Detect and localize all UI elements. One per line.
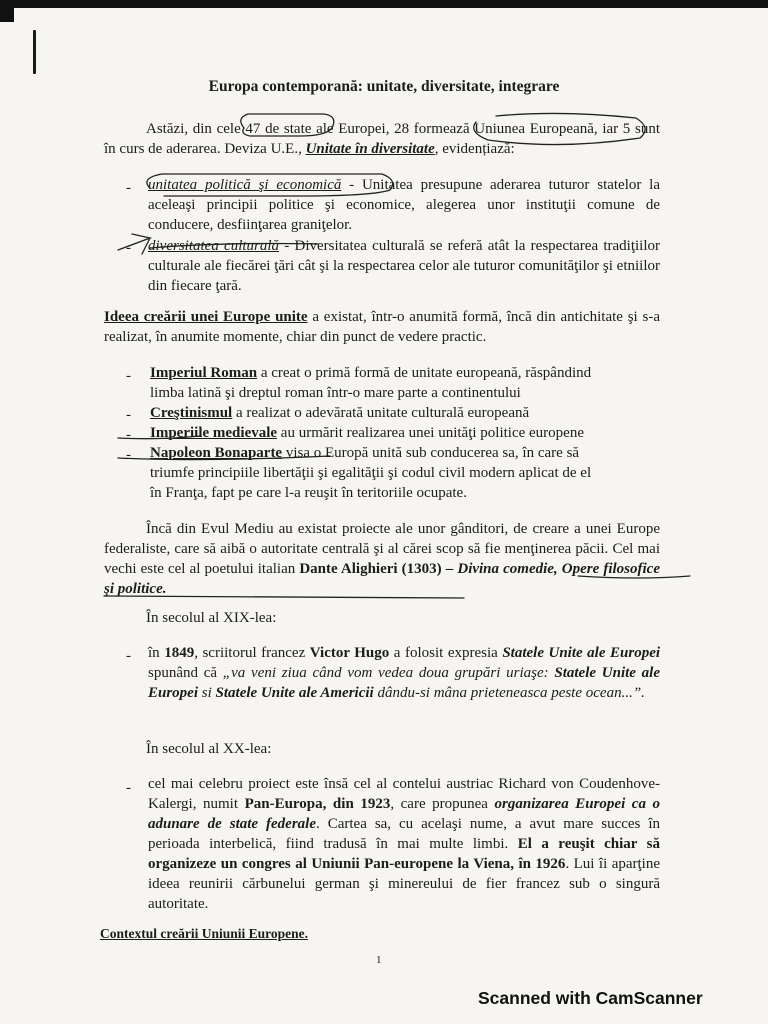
idea-paragraph: Ideea creării unei Europe unite a existat, într-o anumită formă, încă din antichitate şi s-a realizat, în anumite momente, chiar din punct de vedere practic. [104,309,660,345]
item-medieval-empires: Imperiile medievale au urmărit realizarea unei unităţi politice europene [150,425,584,441]
bullet-dash: - [126,427,131,443]
ink-swash-cultural [150,244,318,249]
term-roman-empire: Imperiul Roman [150,365,258,381]
dante-works: Divina comedie, Opere filosofice şi politice. [104,561,660,597]
term-medieval-empires: Imperiile medievale [150,425,278,441]
term-political-unity: unitatea politică şi economică [148,177,342,193]
camscanner-watermark: Scanned with CamScanner [478,988,703,1008]
idea-heading: Ideea creării unei Europe unite [104,309,308,325]
bullet-dash: - [126,447,131,463]
bullet-dash: - [126,180,131,196]
pan-europa-name: Pan-Europa, din 1923 [244,796,391,812]
eu-motto: Unitate în diversitate [305,141,435,157]
bullet-dash: - [126,368,131,384]
item-roman-empire: Imperiul Roman a creat o primă formă de unitate europeană, răspândind [150,365,592,381]
item-napoleon-cont: triumfe principiile libertăţii şi egalităţii şi codul civil modern aplicat de el [150,465,592,481]
ink-circle-political [147,174,393,196]
ink-circle-motto [474,113,645,144]
ink-dante-line [578,576,690,578]
dante-name: Dante Alighieri (1303) – [299,561,454,577]
bullet-dash: - [126,648,131,664]
bullet-cultural-diversity: diversitatea culturală - Diversitatea culturală se referă atât la respectarea tradiţiilor culturale ale fiecărei ţări cât şi la respectarea celor ale tuturor comunităţilor şi etniilor din fiecare ţară. [148,238,660,294]
item-christianity: Creştinismul a realizat o adevărată unitate culturală europeană [150,405,530,421]
bullet-dash: - [126,780,131,796]
ink-arrow-cultural [118,234,150,254]
ink-dash-under-dante [104,596,464,598]
pan-europa-paragraph: cel mai celebru proiect este însă cel al contelui austriac Richard von Coudenhove-Kalergi, numit Pan-Europa, din 1923, care propunea organizarea Europei ca o adunare de state federale. Cartea sa, cu acelaşi nume, a avut mare succes în perioada interbelică, fiind tradusă în mai multe limbi. El a reuşit chiar să organizeze un congres al Uniunii Pan-europene la Viena, în 1926. Lui îi aparţine ideea reunirii cărbunelui german şi minereului de fier francez sub o singură autoritate. [148,776,661,912]
ink-circle-state [241,114,334,136]
document-title: Europa contemporană: unitate, diversitate, integrare [208,78,560,95]
federalist-projects-paragraph: Încă din Evul Mediu au existat proiecte ale unor gânditori, de creare a unei Europe federaliste, care să aibă o autoritate centrală şi al cărei scop să fie menţinerea păcii. Cel mai vechi este cel al poetului italian Dante Alighieri (1303) – Divina comedie, Opere filosofice şi politice. [104,521,660,597]
victor-hugo-name: Victor Hugo [309,645,390,661]
victor-hugo-paragraph: în 1849, scriitorul francez Victor Hugo a folosit expresia Statele Unite ale Europei spunând că „va veni ziua când vom vedea doua grupări uriaşe: Statele Unite ale Europei si Statele Unite ale Americii dându-si mâna prieteneasca peste ocean...”. [148,645,661,701]
item-napoleon-cont2: în Franţa, fapt pe care l-a reuşit în teritoriile ocupate. [150,485,467,501]
section-xix-heading: În secolul al XIX-lea: [146,610,277,626]
footer-heading: Contextul creării Uniunii Europene. [100,926,309,941]
ink-underline-napoleon [118,456,330,460]
term-napoleon: Napoleon Bonaparte [150,445,283,461]
item-roman-empire-cont: limba latină şi dreptul roman într-o mare parte a continentului [150,385,521,401]
item-napoleon: Napoleon Bonaparte visa o Europă unită sub conducerea sa, în care să [150,445,580,461]
ink-underline-medieval [118,436,200,439]
term-christianity: Creştinismul [150,405,233,421]
bullet-dash: - [126,407,131,423]
intro-paragraph: Astăzi, din cele 47 de state ale Europei, 28 formează Uniunea Europeană, iar 5 sunt în curs de aderarea. Deviza U.E., Unitate în diversitate, evidențiază: [104,121,660,157]
page-number: 1 [376,954,382,966]
term-cultural-diversity: diversitatea culturală [148,238,280,254]
section-xx-heading: În secolul al XX-lea: [146,741,272,757]
bullet-political-unity: unitatea politică şi economică - Unitatea presupune aderarea tuturor statelor la aceleaşi principii politice şi economice, alegerea unor instituţii comune de conducere, desfiinţarea graniţelor. [148,177,661,233]
bullet-dash: - [126,240,131,256]
